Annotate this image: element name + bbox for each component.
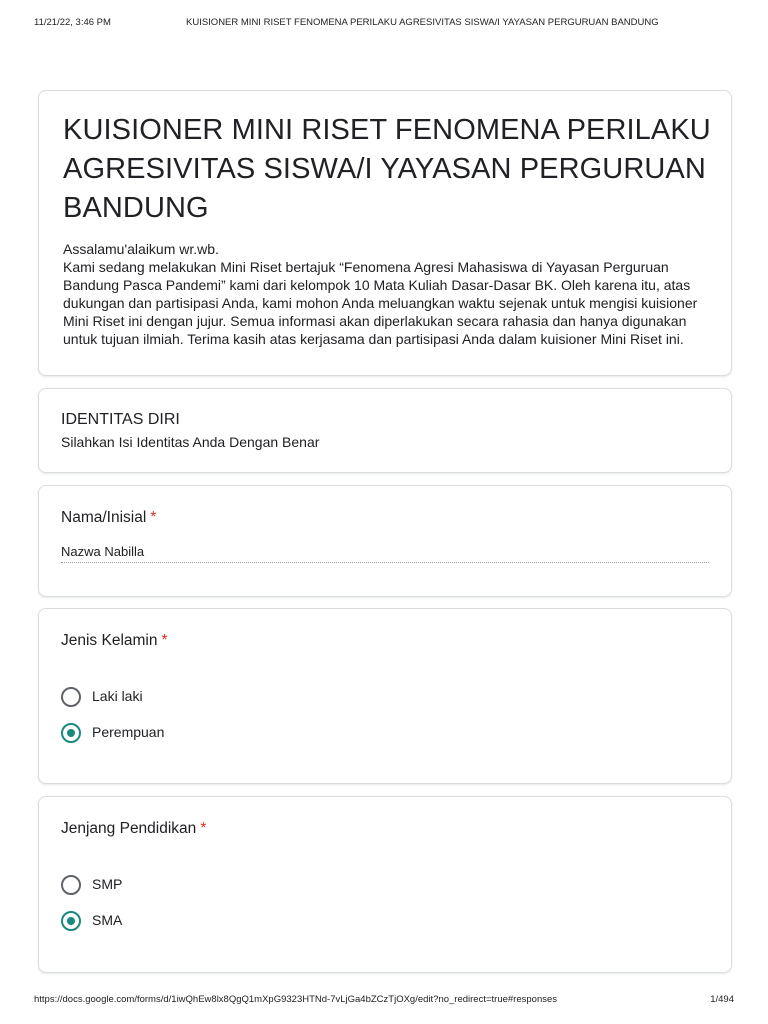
print-page-number: 1/494 [710, 994, 734, 1005]
print-header [34, 17, 734, 29]
required-mark: * [161, 632, 168, 649]
required-mark: * [200, 820, 207, 837]
question-label [61, 820, 206, 838]
option-label: SMP [92, 876, 123, 892]
question-card-nama [38, 485, 732, 597]
radio-checked-icon[interactable] [61, 723, 81, 743]
form-description: Assalamu'alaikum wr.wb. Kami sedang melakukan Mini Riset bertajuk “Fenomena Agresi Mahasiswa di Yayasan Perguruan Bandung Pasca Pandemi” kami dari kelompok 10 Mata Kuliah Dasar-Dasar BK. Oleh karena itu, atas dukungan dan partisipasi Anda, kami mohon Anda meluangkan waktu sejenak untuk mengisi kuisioner Mini Riset ini dengan jujur. Semua informasi akan diperlakukan secara rahasia dan hanya digunakan untuk tujuan ilmiah. Terima kasih atas kerjasama dan partisipasi Anda dalam kuisioner Mini Riset ini. [63, 241, 698, 347]
question-label-text: Jenjang Pendidikan [61, 820, 197, 837]
form-header-card [38, 90, 732, 376]
radio-unchecked-icon[interactable] [61, 687, 81, 707]
option-label: SMA [92, 912, 123, 928]
question-card-jenjang-pendidikan [38, 796, 732, 973]
section-card-identitas [38, 388, 732, 473]
print-doc-title: KUISIONER MINI RISET FENOMENA PERILAKU AGRESIVITAS SISWA/I YAYASAN PERGURUAN BANDUNG [186, 17, 659, 28]
question-label [61, 632, 168, 650]
radio-unchecked-icon[interactable] [61, 875, 81, 895]
required-mark: * [150, 509, 157, 526]
print-date: 11/21/22, 3:46 PM [34, 17, 111, 28]
answer-underline [61, 562, 709, 563]
section-description: Silahkan Isi Identitas Anda Dengan Benar [61, 434, 320, 450]
question-label-text: Nama/Inisial [61, 509, 147, 526]
option-label: Perempuan [92, 724, 165, 740]
question-label [61, 509, 156, 527]
option-label: Laki laki [92, 688, 143, 704]
question-label-text: Jenis Kelamin [61, 632, 158, 649]
nama-answer[interactable]: Nazwa Nabilla [61, 544, 145, 559]
section-title: IDENTITAS DIRI [61, 411, 180, 428]
print-footer [34, 994, 734, 1006]
question-card-jenis-kelamin [38, 608, 732, 784]
form-title: KUISIONER MINI RISET FENOMENA PERILAKU AGRESIVITAS SISWA/I YAYASAN PERGURUAN BANDUNG [63, 114, 711, 224]
radio-checked-icon[interactable] [61, 911, 81, 931]
print-url: https://docs.google.com/forms/d/1iwQhEw8lx8QgQ1mXpG9323HTNd-7vLjGa4bZCzTjOXg/edit?no_redirect=true#responses [34, 994, 558, 1005]
